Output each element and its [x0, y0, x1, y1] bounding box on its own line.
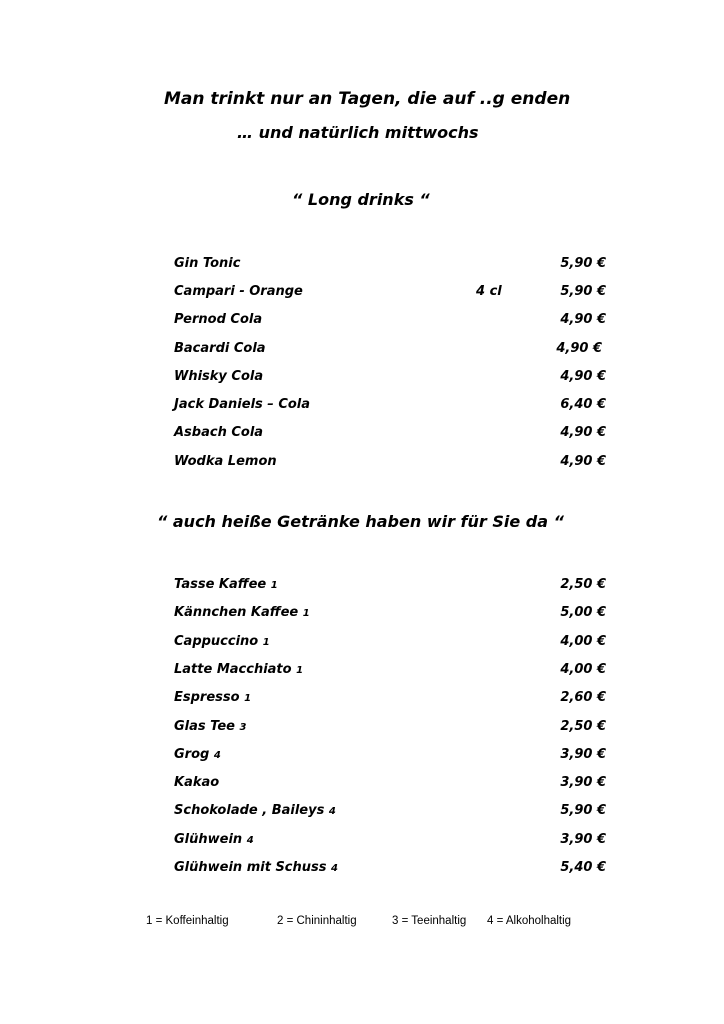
item-footnote: 3 [239, 722, 247, 733]
item-name: Kakao [174, 775, 220, 790]
item-price: 4,90 € [560, 425, 606, 440]
item-price: 2,60 € [560, 690, 606, 705]
list-item [174, 662, 606, 682]
item-price: 4,90 € [560, 369, 606, 384]
item-name: Bacardi Cola [174, 341, 266, 356]
item-name: Jack Daniels – Cola [174, 397, 311, 412]
list-item [174, 860, 606, 880]
item-price: 4,90 € [560, 454, 606, 469]
item-price: 3,90 € [560, 747, 606, 762]
item-name: Glühwein 4 [174, 832, 254, 847]
item-price: 5,90 € [560, 803, 606, 818]
legend-item: 3 = Teeinhaltig [392, 915, 467, 927]
list-item [174, 832, 606, 852]
menu-motto-subline: … und natürlich mittwochs [237, 123, 479, 142]
item-footnote: 4 [246, 835, 254, 846]
item-price: 5,90 € [560, 256, 606, 271]
item-price: 2,50 € [560, 719, 606, 734]
item-price: 4,90 € [560, 312, 606, 327]
list-item [174, 747, 606, 767]
item-price: 5,40 € [560, 860, 606, 875]
item-name: Wodka Lemon [174, 454, 277, 469]
item-name: Latte Macchiato 1 [174, 662, 304, 677]
legend-item: 4 = Alkoholhaltig [487, 915, 572, 927]
menu-motto: Man trinkt nur an Tagen, die auf ..g enden [164, 89, 571, 109]
item-name: Campari - Orange [174, 284, 303, 299]
list-item [174, 775, 606, 795]
item-name: Espresso 1 [174, 690, 252, 705]
item-price: 4,00 € [560, 662, 606, 677]
item-name: Kännchen Kaffee 1 [174, 605, 310, 620]
legend-item: 2 = Chininhaltig [277, 915, 357, 927]
list-item [174, 454, 606, 474]
item-price: 5,90 € [560, 284, 606, 299]
list-item [174, 803, 606, 823]
item-price: 4,00 € [560, 634, 606, 649]
item-name: Glas Tee 3 [174, 719, 247, 734]
item-footnote: 1 [302, 608, 310, 619]
item-price: 6,40 € [560, 397, 606, 412]
item-name: Asbach Cola [174, 425, 264, 440]
list-item [174, 284, 606, 304]
item-footnote: 4 [331, 863, 338, 874]
list-item [174, 312, 606, 332]
item-price: 4,90 € [556, 341, 602, 356]
item-footnote: 4 [213, 750, 221, 761]
item-name: Schokolade , Baileys 4 [174, 803, 336, 818]
item-footnote: 4 [328, 806, 336, 817]
list-item [174, 577, 606, 597]
list-item [174, 634, 606, 654]
list-item [174, 397, 606, 417]
item-name: Gin Tonic [174, 256, 241, 271]
item-footnote: 1 [244, 693, 252, 704]
list-item [174, 719, 606, 739]
section-heading-hot-drinks: “ auch heiße Getränke haben wir für Sie da “ [157, 512, 564, 531]
item-name: Pernod Cola [174, 312, 263, 327]
item-name: Grog 4 [174, 747, 221, 762]
item-name: Glühwein mit Schuss 4 [174, 860, 338, 875]
list-item [174, 690, 606, 710]
list-item [174, 341, 606, 361]
item-footnote: 1 [270, 580, 278, 591]
item-price: 3,90 € [560, 775, 606, 790]
item-name: Cappuccino 1 [174, 634, 270, 649]
item-price: 2,50 € [560, 577, 606, 592]
section-heading-long-drinks: “ Long drinks “ [292, 190, 430, 209]
list-item [174, 425, 606, 445]
item-price: 3,90 € [560, 832, 606, 847]
list-item [174, 605, 606, 625]
item-price: 5,00 € [560, 605, 606, 620]
item-name: Tasse Kaffee 1 [174, 577, 278, 592]
legend-item: 1 = Koffeinhaltig [146, 915, 229, 927]
list-item [174, 256, 606, 276]
item-footnote: 1 [296, 665, 304, 676]
item-footnote: 1 [262, 637, 270, 648]
list-item [174, 369, 606, 389]
item-name: Whisky Cola [174, 369, 264, 384]
item-quantity: 4 cl [476, 284, 502, 299]
